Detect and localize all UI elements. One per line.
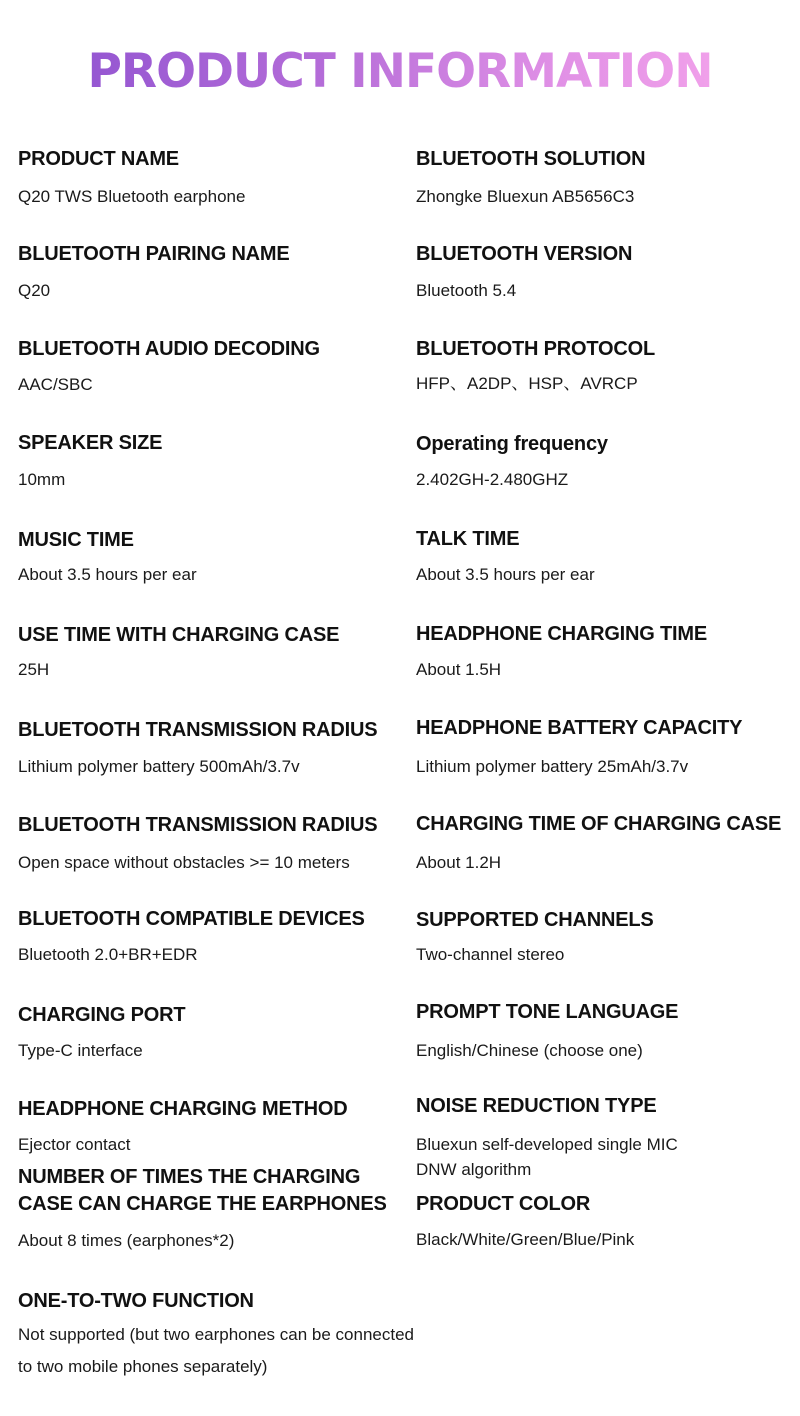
spec-value: Lithium polymer battery 500mAh/3.7v <box>18 757 300 776</box>
spec-value: About 3.5 hours per ear <box>416 565 595 584</box>
spec-label: MUSIC TIME <box>18 529 134 551</box>
page-title: PRODUCT INFORMATION <box>0 42 800 102</box>
spec-value: About 1.2H <box>416 853 502 872</box>
spec-label: BLUETOOTH VERSION <box>416 243 633 265</box>
spec-label: NOISE REDUCTION TYPE <box>416 1095 657 1117</box>
spec-label: BLUETOOTH PROTOCOL <box>416 338 655 360</box>
spec-value: Not supported (but two earphones can be connected <box>18 1325 414 1344</box>
spec-value: Q20 TWS Bluetooth earphone <box>18 187 246 206</box>
spec-label: BLUETOOTH AUDIO DECODING <box>18 338 320 360</box>
spec-value: About 1.5H <box>416 660 502 679</box>
spec-label: SUPPORTED CHANNELS <box>416 909 654 931</box>
spec-value: Bluetooth 2.0+BR+EDR <box>18 945 198 964</box>
spec-value: Bluexun self-developed single MIC <box>416 1135 678 1154</box>
spec-label: SPEAKER SIZE <box>18 432 163 454</box>
spec-value: Open space without obstacles >= 10 meters <box>18 853 350 872</box>
spec-value: Black/White/Green/Blue/Pink <box>416 1230 635 1249</box>
spec-label: HEADPHONE CHARGING TIME <box>416 623 707 645</box>
spec-label: NUMBER OF TIMES THE CHARGING <box>18 1166 361 1188</box>
spec-value: DNW algorithm <box>416 1160 532 1179</box>
spec-value: 25H <box>18 660 50 679</box>
spec-label: BLUETOOTH COMPATIBLE DEVICES <box>18 908 365 930</box>
spec-value: 2.402GH-2.480GHZ <box>416 470 569 489</box>
spec-label: TALK TIME <box>416 528 520 550</box>
spec-label: HEADPHONE BATTERY CAPACITY <box>416 717 743 739</box>
spec-label: CHARGING TIME OF CHARGING CASE <box>416 813 782 835</box>
spec-value: Type-C interface <box>18 1041 143 1060</box>
spec-value: About 3.5 hours per ear <box>18 565 197 584</box>
spec-value: Q20 <box>18 281 51 300</box>
spec-value: English/Chinese (choose one) <box>416 1041 643 1060</box>
spec-label: BLUETOOTH PAIRING NAME <box>18 243 290 265</box>
spec-value: AAC/SBC <box>18 375 93 394</box>
spec-value: 10mm <box>18 470 66 489</box>
spec-value: About 8 times (earphones*2) <box>18 1231 235 1250</box>
spec-label: BLUETOOTH TRANSMISSION RADIUS <box>18 719 378 741</box>
spec-value: to two mobile phones separately) <box>18 1357 268 1376</box>
spec-label: CASE CAN CHARGE THE EARPHONES <box>18 1193 387 1215</box>
spec-value: Bluetooth 5.4 <box>416 281 517 300</box>
spec-label: BLUETOOTH TRANSMISSION RADIUS <box>18 814 378 836</box>
spec-label: PRODUCT COLOR <box>416 1193 591 1215</box>
spec-label: PROMPT TONE LANGUAGE <box>416 1001 679 1023</box>
spec-label: USE TIME WITH CHARGING CASE <box>18 624 340 646</box>
spec-value: Ejector contact <box>18 1135 131 1154</box>
spec-value: Two-channel stereo <box>416 945 565 964</box>
spec-value: HFP、A2DP、HSP、AVRCP <box>416 374 638 393</box>
spec-label: PRODUCT NAME <box>18 148 179 170</box>
spec-value: Lithium polymer battery 25mAh/3.7v <box>416 757 689 776</box>
spec-label: CHARGING PORT <box>18 1004 186 1026</box>
spec-label: BLUETOOTH SOLUTION <box>416 148 646 170</box>
spec-value: Zhongke Bluexun AB5656C3 <box>416 187 635 206</box>
spec-label: HEADPHONE CHARGING METHOD <box>18 1098 348 1120</box>
spec-label: Operating frequency <box>416 433 608 455</box>
spec-label: ONE-TO-TWO FUNCTION <box>18 1290 254 1312</box>
